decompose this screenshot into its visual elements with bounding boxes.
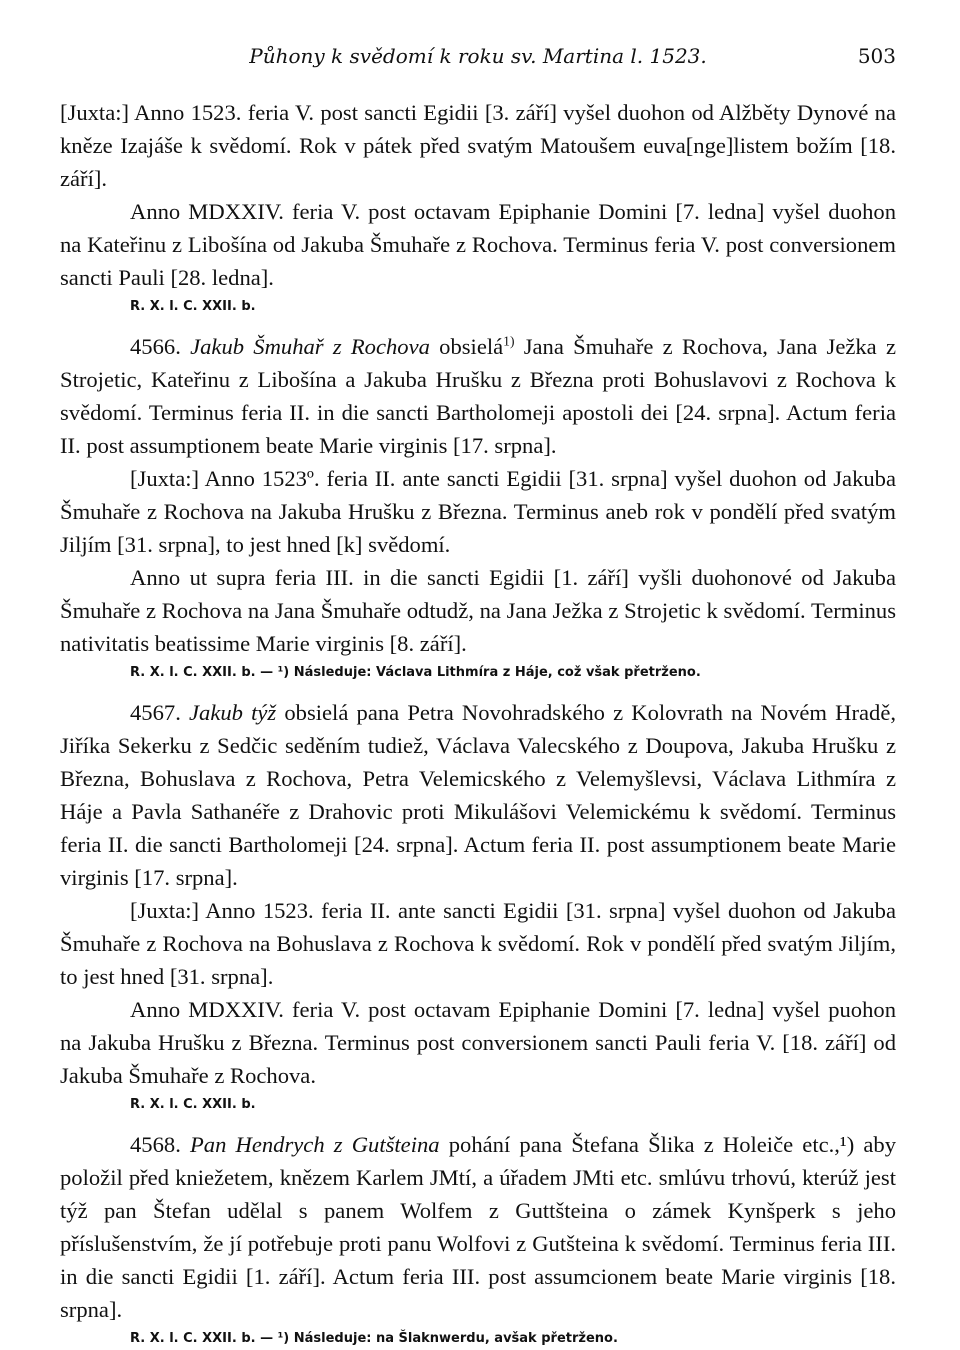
- source-reference: R. X. l. C. XXII. b.: [130, 1097, 256, 1112]
- document-body: [60, 96, 896, 1350]
- page-number: 503: [857, 44, 896, 68]
- entry-number: 4566.: [130, 334, 181, 359]
- entry-number: 4567.: [130, 700, 181, 725]
- paragraph: [Juxta:] Anno 1523. feria II. ante sancti Egidii [31. srpna] vyšel duohon od Jakuba Šmuhaře z Rochova na Bohuslava z Rochova k svědomí. Rok v pondělí před svatým Jiljím, to jest hned [31. srpna].: [60, 898, 896, 989]
- paragraph: [Juxta:] Anno 1523º. feria II. ante sancti Egidii [31. srpna] vyšel duohon od Jakuba Šmuhaře z Rochova na Jakuba Hrušku z Března. Terminus aneb rok v pondělí před svatým Jiljím [31. srpna], to jest hned [k] svědomí.: [60, 466, 896, 557]
- entry-name: Pan Hendrych z Gutšteina: [190, 1132, 440, 1157]
- source-reference: R. X. l. C. XXII. b. — ¹) Následuje: na Šlaknwerdu, avšak přetrženo.: [130, 1331, 618, 1346]
- entry-text: Jana Šmuhaře z Rochova, Jana Ježka z Strojetic, Kateřinu z Libošína a Jakuba Hrušku z Března proti Bohuslavovi z Rochova k svědomí. Terminus feria II. in die sancti Bartholomeji apostoli dei [24. srpna]. Actum feria II. post assumptionem beate Marie virginis [17. srpna].: [60, 334, 896, 458]
- entry-name: Jakub Šmuhař z Rochova: [190, 334, 430, 359]
- entry-4567: [60, 696, 896, 894]
- entry-text: pana Petra Novohradského z Kolovrath na Novém Hradě, Jiříka Sekerku z Sedčic seděním tudiež, Václava Valecského z Doupova, Jakuba Hrušku z Března, Bohuslava z Rochova, Petra Velemicského z Velemyšlevsi, Václava Lithmíra z Háje a Pavla Sathanéře z Drahovic proti Mikulášovi Velemickému k svědomí. Terminus feria II. die sancti Bartholomeji [24. srpna]. Actum feria II. post assumptionem beate Marie virginis [17. srpna].: [60, 700, 897, 890]
- paragraph: Anno ut supra feria III. in die sancti Egidii [1. září] vyšli duohonové od Jakuba Šmuhaře z Rochova na Jana Šmuhaře odtudž, na Jana Ježka z Strojetic k svědomí. Terminus nativitatis beatissime Marie virginis [8. září].: [60, 565, 896, 656]
- entry-4566: [60, 330, 896, 462]
- entry-text: pana Štefana Šlika z Holeiče etc.,¹) aby položil před kniežetem, knězem Karlem JMtí, a úřadem JMti etc. smlúvu trhovú, kterúž jest týž pan Štefan udělal s panem Wolfem z Guttšteina o zámek Kynšperk s jeho příslušenstvím, že jí potřebuje proti panu Wolfovi z Gutšteina k svědomí. Terminus feria III. in die sancti Egidii [1. září]. Actum feria III. post assumcionem beate Marie virginis [18. srpna].: [60, 1132, 896, 1322]
- entry-4568: [60, 1128, 896, 1326]
- running-title: Půhony k svědomí k roku sv. Martina l. 1523.: [249, 44, 707, 68]
- entry-verb: pohání: [448, 1132, 511, 1157]
- entry-number: 4568.: [130, 1132, 181, 1157]
- footnote-mark: 1): [503, 333, 515, 349]
- paragraph: Anno MDXXIV. feria V. post octavam Epiphanie Domini [7. ledna] vyšel duohon na Kateřinu z Libošína od Jakuba Šmuhaře z Rochova. Terminus feria V. post conversionem sancti Pauli [28. ledna].: [60, 199, 896, 290]
- entry-verb: obsielá: [439, 334, 504, 359]
- paragraph: Anno MDXXIV. feria V. post octavam Epiphanie Domini [7. ledna] vyšel puohon na Jakuba Hrušku z Března. Terminus post conversionem sancti Pauli feria V. [18. září] od Jakuba Šmuhaře z Rochova.: [60, 997, 896, 1088]
- source-reference: R. X. l. C. XXII. b. — ¹) Následuje: Václava Lithmíra z Háje, což však přetrženo.: [130, 665, 701, 680]
- entry-name: Jakub týž: [189, 700, 277, 725]
- paragraph: [Juxta:] Anno 1523. feria V. post sancti Egidii [3. září] vyšel duohon od Alžběty Dynové na kněze Izajáše k svědomí. Rok v pátek před svatým Matoušem euva[nge]listem božím [18. září].: [60, 100, 896, 191]
- running-header: [60, 44, 896, 74]
- entry-verb: obsielá: [284, 700, 349, 725]
- source-reference: R. X. l. C. XXII. b.: [130, 299, 256, 314]
